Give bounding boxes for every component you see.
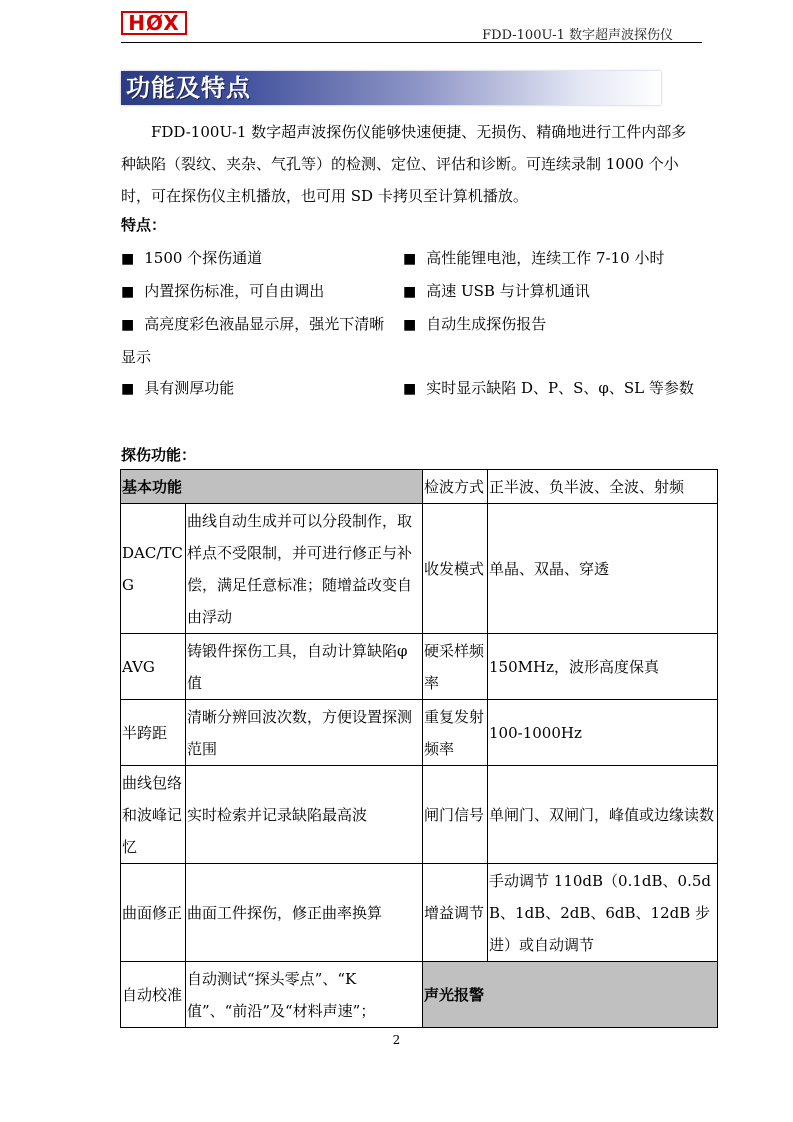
bullet-icon: ■ (121, 251, 135, 267)
company-logo: HØX (121, 11, 187, 35)
functions-heading: 探伤功能： (121, 446, 197, 464)
param-cell: 闸门信号 (423, 766, 488, 864)
feature-item (403, 372, 694, 405)
feature-item (121, 275, 324, 308)
function-desc-cell: 实时检索并记录缺陷最高波 (186, 766, 423, 864)
feature-text: 1500 个探伤通道 (144, 249, 263, 267)
value-cell: 150MHz，波形高度保真 (488, 634, 718, 700)
value-cell: 单晶、双晶、穿透 (488, 504, 718, 634)
feature-item (121, 242, 262, 275)
feature-text: 高速 USB 与计算机通讯 (426, 282, 590, 300)
param-cell: 收发模式 (423, 504, 488, 634)
bullet-icon: ■ (121, 284, 135, 300)
function-name-cell: DAC/TCG (121, 504, 186, 634)
bullet-icon: ■ (403, 251, 417, 267)
feature-text: 高性能锂电池，连续工作 7-10 小时 (426, 249, 665, 267)
header-doc-title: FDD-100U-1 数字超声波探伤仪 (482, 28, 673, 43)
alarm-header: 声光报警 (423, 962, 718, 1028)
feature-text: 具有测厚功能 (144, 379, 235, 397)
function-desc-cell: 曲面工件探伤，修正曲率换算 (186, 864, 423, 962)
feature-text: 高亮度彩色液晶显示屏，强光下清晰显示 (121, 315, 385, 366)
table-row (121, 504, 718, 634)
function-desc-cell: 曲线自动生成并可以分段制作，取样点不受限制，并可进行修正与补偿，满足任意标准；随增益改变自由浮动 (186, 504, 423, 634)
feature-item (403, 242, 664, 275)
bullet-icon: ■ (403, 284, 417, 300)
feature-item (121, 308, 393, 373)
param-cell: 重复发射频率 (423, 700, 488, 766)
feature-item (121, 372, 234, 405)
value-cell: 正半波、负半波、全波、射频 (488, 470, 718, 504)
function-desc-cell: 自动测试“探头零点”、“K 值”、“前沿”及“材料声速”； (186, 962, 423, 1028)
function-name-cell: 半跨距 (121, 700, 186, 766)
feature-text: 内置探伤标准，可自由调出 (144, 282, 325, 300)
page-number: 2 (392, 1033, 401, 1047)
value-cell: 100-1000Hz (488, 700, 718, 766)
feature-item (403, 275, 590, 308)
value-cell: 单闸门、双闸门，峰值或边缘读数 (488, 766, 718, 864)
param-cell: 检波方式 (423, 470, 488, 504)
feature-text: 实时显示缺陷 D、P、S、φ、SL 等参数 (426, 379, 694, 397)
param-cell: 增益调节 (423, 864, 488, 962)
table-row (121, 766, 718, 864)
feature-text: 自动生成探伤报告 (426, 315, 547, 333)
basic-functions-header: 基本功能 (121, 470, 423, 504)
intro-paragraph: FDD-100U-1 数字超声波探伤仪能够快速便捷、无损伤、精确地进行工件内部多种缺陷（裂纹、夹杂、气孔等）的检测、定位、评估和诊断。可连续录制 1000 个小时，可在探伤仪主机播放，也可用 SD 卡拷贝至计算机播放。 (121, 123, 687, 205)
feature-item (403, 308, 546, 341)
table-row (121, 962, 718, 1028)
bullet-icon: ■ (403, 381, 417, 397)
table-row (121, 864, 718, 962)
header-divider (121, 42, 702, 43)
function-desc-cell: 铸锻件探伤工具，自动计算缺陷φ值 (186, 634, 423, 700)
table-row (121, 470, 718, 504)
function-desc-cell: 清晰分辨回波次数，方便设置探测范围 (186, 700, 423, 766)
bullet-icon: ■ (121, 317, 135, 333)
features-heading: 特点： (121, 216, 167, 234)
function-name-cell: AVG (121, 634, 186, 700)
function-name-cell: 曲面修正 (121, 864, 186, 962)
spec-table (120, 469, 718, 1028)
table-row (121, 700, 718, 766)
bullet-icon: ■ (121, 381, 135, 397)
param-cell: 硬采样频率 (423, 634, 488, 700)
table-row (121, 634, 718, 700)
function-name-cell: 曲线包络和波峰记忆 (121, 766, 186, 864)
section-title: 功能及特点 (126, 74, 251, 102)
value-cell: 手动调节 110dB（0.1dB、0.5dB、1dB、2dB、6dB、12dB 步进）或自动调节 (488, 864, 718, 962)
function-name-cell: 自动校准 (121, 962, 186, 1028)
bullet-icon: ■ (403, 317, 417, 333)
